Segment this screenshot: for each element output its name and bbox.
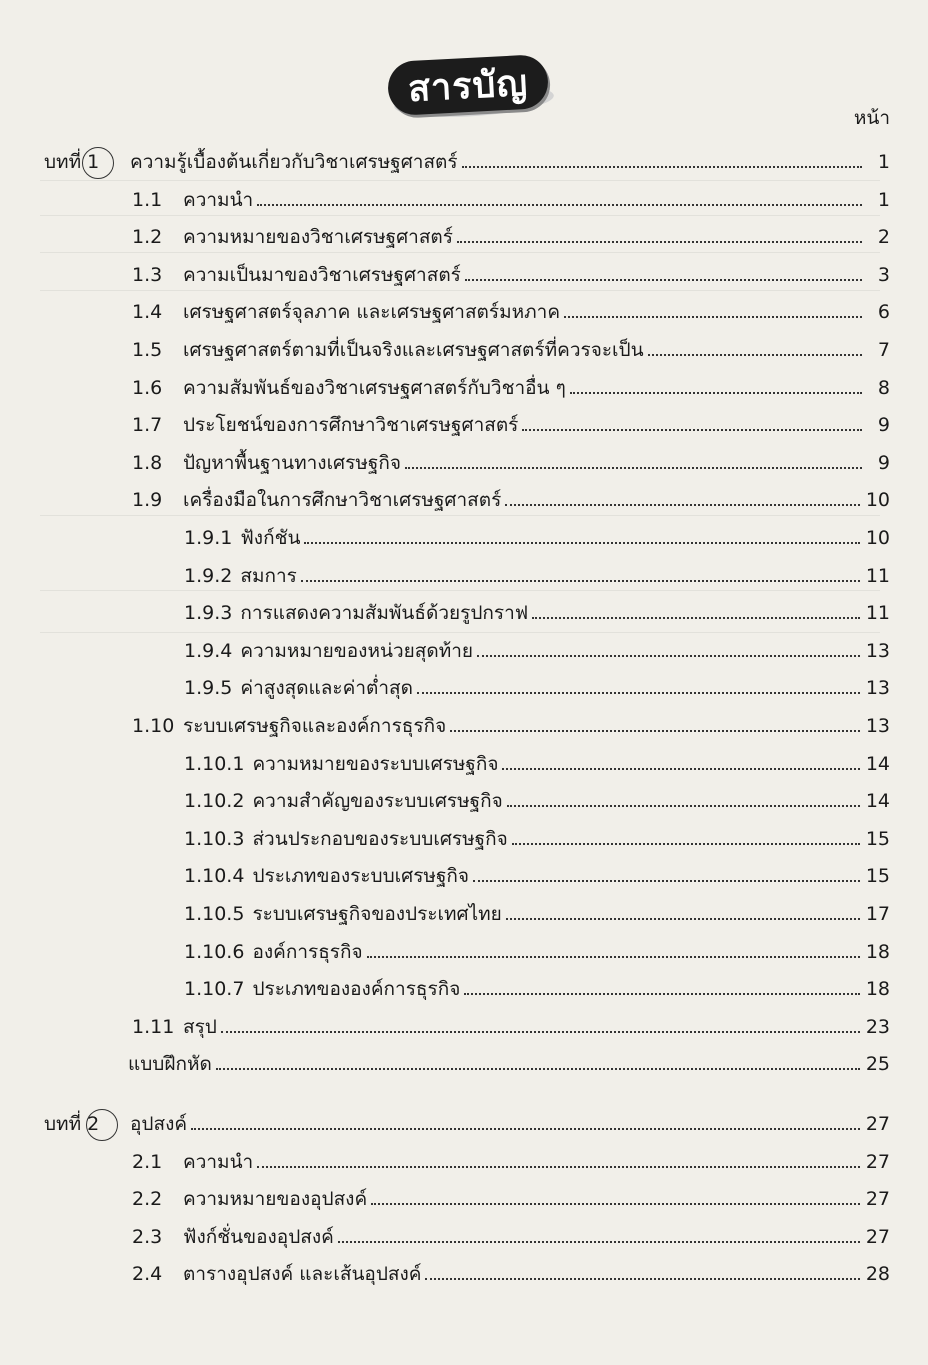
section-number: 1.3 [132,264,163,286]
dot-leader [216,1068,860,1070]
dot-leader [338,1241,860,1243]
section-number: 1.11 [132,1016,175,1038]
bleed-line [40,215,880,216]
section-row [0,331,928,361]
entry-title: สมการ [240,565,297,587]
entry-line [184,933,890,963]
entry-title: สรุป [183,1016,217,1038]
page-number: 27 [865,1188,890,1210]
section-row [0,1008,928,1038]
dot-leader [405,467,862,469]
section-number: 1.9.1 [184,527,233,549]
section-row [0,293,928,323]
entry-title: ความนำ [183,189,254,211]
entry-line [132,293,890,323]
page-number: 7 [877,339,890,361]
section-row [0,1180,928,1210]
entry-title: ความหมายของอุปสงค์ [183,1188,368,1210]
dot-leader [507,805,860,807]
entry-line [184,594,890,624]
entry-title: ความเป็นมาของวิชาเศรษฐศาสตร์ [183,264,461,286]
entry-title: ส่วนประกอบของระบบเศรษฐกิจ [252,828,508,850]
chapter-label: บทที่ 2 [44,1113,100,1135]
page-column-header: หน้า [853,107,890,129]
bleed-line [40,290,880,291]
dot-leader [457,241,862,243]
entry-line [184,557,890,587]
section-row [0,406,928,436]
subsection-row [0,970,928,1000]
section-number: 1.10.2 [184,790,245,812]
entry-line [184,745,890,775]
entry-line [132,406,890,436]
page-number: 11 [865,602,890,624]
entry-line [132,1255,890,1285]
dot-leader [505,504,860,506]
bleed-line [40,252,880,253]
page-number: 1 [877,151,890,173]
chapter-row [0,1105,928,1135]
section-number: 2.1 [132,1151,163,1173]
entry-title: การแสดงความสัมพันธ์ด้วยรูปกราฟ [240,602,529,624]
page-number: 9 [877,452,890,474]
entry-title: ความสัมพันธ์ของวิชาเศรษฐศาสตร์กับวิชาอื่น ๆ [183,377,566,399]
page-number: 9 [877,414,890,436]
dot-leader [304,542,859,544]
entry-title: ฟังก์ชั่นของอุปสงค์ [183,1226,334,1248]
dot-leader [191,1128,860,1130]
subsection-row [0,745,928,775]
page-number: 18 [865,941,890,963]
entry-title: เศรษฐศาสตร์ตามที่เป็นจริงและเศรษฐศาสตร์ที่ควรจะเป็น [183,339,644,361]
subsection-row [0,857,928,887]
chapter-line [130,1105,890,1135]
entry-title: ความสำคัญของระบบเศรษฐกิจ [252,790,503,812]
page-number: 3 [877,264,890,286]
page-number: 18 [865,978,890,1000]
entry-line [132,218,890,248]
section-number: 1.9.4 [184,640,233,662]
section-number: 2.4 [132,1263,163,1285]
entry-line [132,1180,890,1210]
entry-title: ประเภทขององค์การธุรกิจ [252,978,461,1000]
chapter-line [130,143,890,173]
section-number: 1.2 [132,226,163,248]
subsection-row [0,594,928,624]
section-row [0,481,928,511]
entry-title: ระบบเศรษฐกิจและองค์การธุรกิจ [183,715,447,737]
entry-line [132,1008,890,1038]
entry-line [132,444,890,474]
page-number: 1 [877,189,890,211]
page-number: 13 [865,715,890,737]
entry-title: ฟังก์ชัน [240,527,301,549]
section-number: 1.9.3 [184,602,233,624]
title-badge-group [380,50,565,128]
page-number: 8 [877,377,890,399]
entry-line [184,895,890,925]
bleed-line [40,515,880,516]
page-number: 25 [865,1053,890,1075]
entry-title: ความหมายของวิชาเศรษฐศาสตร์ [183,226,453,248]
page-title: สารบัญ [407,62,530,110]
section-number: 1.10.3 [184,828,245,850]
section-number: 1.9.2 [184,565,233,587]
dot-leader [570,392,862,394]
dot-leader [564,316,862,318]
chapter-title: ความรู้เบื้องต้นเกี่ยวกับวิชาเศรษฐศาสตร์ [130,151,458,173]
entry-line [184,782,890,812]
dot-leader [257,1166,860,1168]
subsection-row [0,557,928,587]
entry-title: แบบฝึกหัด [128,1053,212,1075]
dot-leader [512,843,860,845]
entry-title: ความหมายของระบบเศรษฐกิจ [252,753,499,775]
entry-title: องค์การธุรกิจ [252,941,363,963]
chapter-circle-mark [86,1109,118,1141]
section-number: 1.10 [132,715,175,737]
entry-title: ค่าสูงสุดและค่าต่ำสุด [240,677,413,699]
dot-leader [257,204,862,206]
section-number: 1.8 [132,452,163,474]
page-number: 14 [865,753,890,775]
section-number: 1.7 [132,414,163,436]
subsection-row [0,519,928,549]
section-row [0,218,928,248]
section-row [0,1255,928,1285]
dot-leader [464,993,859,995]
page-number: 27 [865,1151,890,1173]
page-number: 10 [865,489,890,511]
entry-title: ความนำ [183,1151,254,1173]
subsection-row [0,895,928,925]
section-number: 1.10.1 [184,753,245,775]
chapter-label: บทที่ 1 [44,151,100,173]
dot-leader [473,880,860,882]
entry-line [184,632,890,662]
dot-leader [450,730,860,732]
entry-title: ประเภทของระบบเศรษฐกิจ [252,865,470,887]
dot-leader [465,279,862,281]
section-number: 2.2 [132,1188,163,1210]
section-number: 1.10.7 [184,978,245,1000]
section-number: 1.10.5 [184,903,245,925]
page-number: 17 [865,903,890,925]
dot-leader [371,1203,860,1205]
entry-line [132,369,890,399]
chapter-title: อุปสงค์ [130,1113,188,1135]
dot-leader [367,956,860,958]
section-number: 1.9.5 [184,677,233,699]
entry-title: เศรษฐศาสตร์จุลภาค และเศรษฐศาสตร์มหภาค [183,301,561,323]
page-number: 27 [865,1226,890,1248]
dot-leader [502,768,859,770]
section-number: 1.5 [132,339,163,361]
section-row [0,1218,928,1248]
section-number: 2.3 [132,1226,163,1248]
page-number: 27 [865,1113,890,1135]
chapter-circle-mark [82,147,114,179]
page-number: 23 [865,1016,890,1038]
entry-line [184,970,890,1000]
dot-leader [425,1278,859,1280]
section-row [0,707,928,737]
page-number: 6 [877,301,890,323]
entry-line [132,256,890,286]
subsection-row [0,820,928,850]
entry-line [132,1218,890,1248]
section-number: 1.10.6 [184,941,245,963]
page-number: 2 [877,226,890,248]
dot-leader [221,1031,860,1033]
page-number: 14 [865,790,890,812]
dot-leader [417,692,860,694]
title-badge [387,54,550,116]
chapter-row [0,143,928,173]
entry-title: ตารางอุปสงค์ และเส้นอุปสงค์ [183,1263,422,1285]
page-number: 11 [865,565,890,587]
dot-leader [301,580,860,582]
entry-line [184,857,890,887]
dot-leader [522,429,862,431]
section-row [0,256,928,286]
page-number: 13 [865,677,890,699]
exercise-row [0,1045,928,1075]
entry-line [132,1143,890,1173]
entry-line [128,1045,890,1075]
dot-leader [532,617,860,619]
section-number: 1.1 [132,189,163,211]
entry-title: ระบบเศรษฐกิจของประเทศไทย [252,903,502,925]
entry-title: ประโยชน์ของการศึกษาวิชาเศรษฐศาสตร์ [183,414,519,436]
dot-leader [462,166,862,168]
entry-title: ความหมายของหน่วยสุดท้าย [240,640,474,662]
section-number: 1.4 [132,301,163,323]
subsection-row [0,933,928,963]
section-row [0,181,928,211]
entry-line [184,669,890,699]
page-number: 15 [865,865,890,887]
bleed-line [40,590,880,591]
page-number: 15 [865,828,890,850]
entry-line [132,481,890,511]
section-row [0,369,928,399]
section-row [0,1143,928,1173]
entry-title: เครื่องมือในการศึกษาวิชาเศรษฐศาสตร์ [183,489,502,511]
page-number: 13 [865,640,890,662]
subsection-row [0,782,928,812]
entry-line [132,181,890,211]
section-row [0,444,928,474]
dot-leader [477,655,860,657]
section-number: 1.10.4 [184,865,245,887]
section-number: 1.6 [132,377,163,399]
entry-title: ปัญหาพื้นฐานทางเศรษฐกิจ [183,452,401,474]
dot-leader [648,354,862,356]
entry-line [184,519,890,549]
subsection-row [0,669,928,699]
entry-line [132,707,890,737]
page-number: 28 [865,1263,890,1285]
entry-line [132,331,890,361]
dot-leader [506,918,860,920]
entry-line [184,820,890,850]
section-number: 1.9 [132,489,163,511]
page-number: 10 [865,527,890,549]
subsection-row [0,632,928,662]
